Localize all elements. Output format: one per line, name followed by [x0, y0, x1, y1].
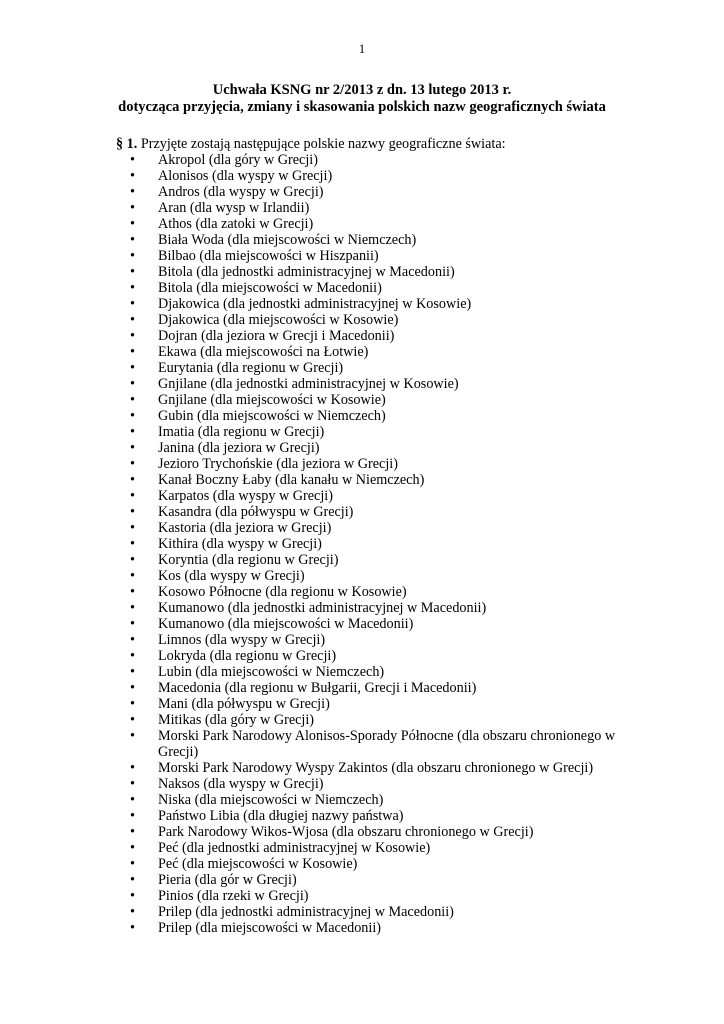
title-line-1: Uchwała KSNG nr 2/2013 z dn. 13 lutego 2013 r. [212, 82, 512, 98]
section-1 [116, 136, 636, 936]
list-item: • Peć (dla jednostki administracyjnej w Kosowie) [116, 840, 636, 856]
page-number: 1 [358, 42, 366, 56]
list-item: • Koryntia (dla regionu w Grecji) [116, 552, 636, 568]
list-item: • Kithira (dla wyspy w Grecji) [116, 536, 636, 552]
list-item: • Bitola (dla jednostki administracyjnej w Macedonii) [116, 264, 636, 280]
list-item: • Niska (dla miejscowości w Niemczech) [116, 792, 636, 808]
list-item: • Mani (dla półwyspu w Grecji) [116, 696, 636, 712]
list-item: • Kumanowo (dla miejscowości w Macedonii) [116, 616, 636, 632]
list-item: • Mitikas (dla góry w Grecji) [116, 712, 636, 728]
list-item: • Akropol (dla góry w Grecji) [116, 152, 636, 168]
list-item: • Djakowica (dla miejscowości w Kosowie) [116, 312, 636, 328]
list-item: • Dojran (dla jeziora w Grecji i Macedonii) [116, 328, 636, 344]
section-number: § 1. [116, 136, 138, 152]
list-item: • Morski Park Narodowy Alonisos-Sporady Północne (dla obszaru chronionego w Grecji) [116, 728, 636, 760]
list-item: • Janina (dla jeziora w Grecji) [116, 440, 636, 456]
list-item: • Djakowica (dla jednostki administracyjnej w Kosowie) [116, 296, 636, 312]
list-item: • Lubin (dla miejscowości w Niemczech) [116, 664, 636, 680]
list-item: • Morski Park Narodowy Wyspy Zakintos (dla obszaru chronionego w Grecji) [116, 760, 636, 776]
section-intro-text: Przyjęte zostają następujące polskie nazwy geograficzne świata: [140, 136, 506, 152]
list-item: • Pinios (dla rzeki w Grecji) [116, 888, 636, 904]
list-item: • Gnjilane (dla jednostki administracyjnej w Kosowie) [116, 376, 636, 392]
list-item: • Bilbao (dla miejscowości w Hiszpanii) [116, 248, 636, 264]
list-item: • Kastoria (dla jeziora w Grecji) [116, 520, 636, 536]
title-line-2: dotycząca przyjęcia, zmiany i skasowania polskich nazw geograficznych świata [118, 99, 606, 115]
list-item: • Karpatos (dla wyspy w Grecji) [116, 488, 636, 504]
list-item: • Aran (dla wysp w Irlandii) [116, 200, 636, 216]
list-item: • Kasandra (dla półwyspu w Grecji) [116, 504, 636, 520]
section-intro [116, 136, 636, 152]
list-item: • Kos (dla wyspy w Grecji) [116, 568, 636, 584]
list-item: • Peć (dla miejscowości w Kosowie) [116, 856, 636, 872]
list-item: • Państwo Libia (dla długiej nazwy państwa) [116, 808, 636, 824]
list-item: • Park Narodowy Wikos-Wjosa (dla obszaru chronionego w Grecji) [116, 824, 636, 840]
list-item: • Imatia (dla regionu w Grecji) [116, 424, 636, 440]
list-item: • Bitola (dla miejscowości w Macedonii) [116, 280, 636, 296]
list-item: • Alonisos (dla wyspy w Grecji) [116, 168, 636, 184]
list-item: • Limnos (dla wyspy w Grecji) [116, 632, 636, 648]
list-item: • Macedonia (dla regionu w Bułgarii, Grecji i Macedonii) [116, 680, 636, 696]
geographic-names-list [116, 152, 636, 936]
list-item: • Athos (dla zatoki w Grecji) [116, 216, 636, 232]
list-item: • Eurytania (dla regionu w Grecji) [116, 360, 636, 376]
list-item: • Jezioro Trychońskie (dla jeziora w Grecji) [116, 456, 636, 472]
list-item: • Andros (dla wyspy w Grecji) [116, 184, 636, 200]
list-item: • Biała Woda (dla miejscowości w Niemczech) [116, 232, 636, 248]
list-item: • Naksos (dla wyspy w Grecji) [116, 776, 636, 792]
list-item: • Kumanowo (dla jednostki administracyjnej w Macedonii) [116, 600, 636, 616]
list-item: • Gnjilane (dla miejscowości w Kosowie) [116, 392, 636, 408]
list-item: • Prilep (dla jednostki administracyjnej w Macedonii) [116, 904, 636, 920]
list-item: • Kanał Boczny Łaby (dla kanału w Niemczech) [116, 472, 636, 488]
list-item: • Kosowo Północne (dla regionu w Kosowie) [116, 584, 636, 600]
list-item: • Pieria (dla gór w Grecji) [116, 872, 636, 888]
list-item: • Ekawa (dla miejscowości na Łotwie) [116, 344, 636, 360]
list-item: • Gubin (dla miejscowości w Niemczech) [116, 408, 636, 424]
resolution-title [0, 82, 724, 116]
list-item: • Lokryda (dla regionu w Grecji) [116, 648, 636, 664]
list-item: • Prilep (dla miejscowości w Macedonii) [116, 920, 636, 936]
